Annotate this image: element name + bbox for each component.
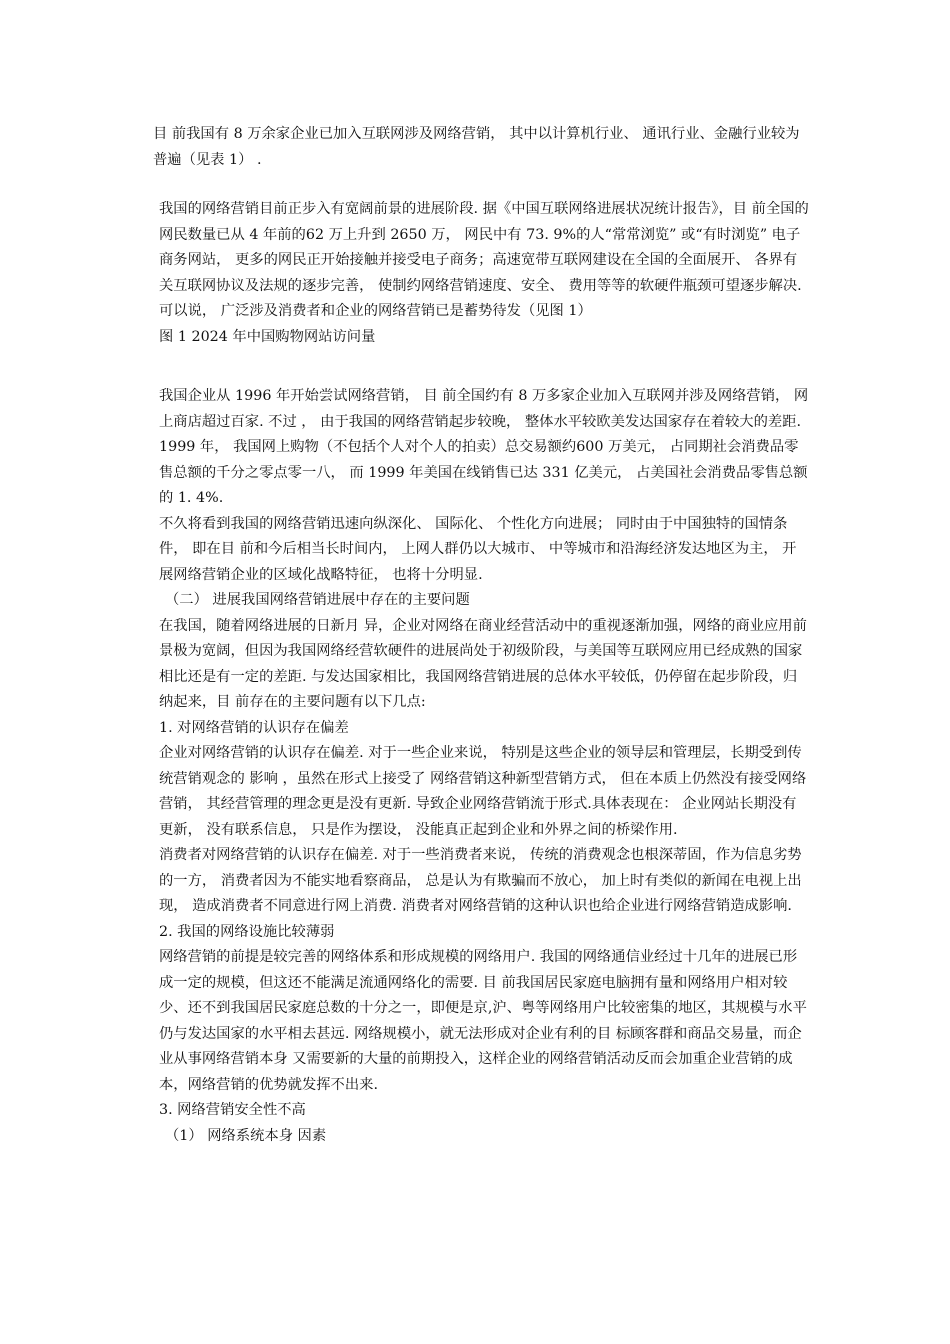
subheading-awareness: 1. 对网络营销的认识存在偏差 xyxy=(159,719,349,736)
figure-caption: 图 1 2024 年中国购物网站访问量 xyxy=(159,328,376,345)
subheading-system-factors: （1） 网络系统本身 因素 xyxy=(165,1127,327,1144)
paragraph-infrastructure: 网络营销的前提是较完善的网络体系和形成规模的网络用户. 我国的网络通信业经过十几年的进展已形成一定的规模，但这还不能满足流通网络化的需要. 目 前我国居民家庭电脑拥有量和网络用户相对较少、还不到我国居民家庭总数的十分之一，即便是京,沪、粤等网络用户比较密集的地区，其规模与水平仍与发达国家的水平相去甚远. 网络规模小，就无法形成对企业有利的目 标顾客群和商品交易量，而企业从事网络营销本身 又需要新的大量的前期投入，这样企业的网络营销活动反而会加重企业营销的成本，网络营销的优势就发挥不出来. xyxy=(159,949,807,1093)
paragraph-history: 我国企业从 1996 年开始尝试网络营销， 目 前全国约有 8 万多家企业加入互联网并涉及网络营销， 网上商店超过百家. 不过 ， 由于我国的网络营销起步较晚， 整体水平较欧美发达国家存在着较大的差距. 1999 年， 我国网上购物（不包括个人对个人的拍卖）总交易额约600 万美元， 占同期社会消费品零售总额的千分之零点零一八， 而 1999 年美国在线销售已达 331 亿美元， 占美国社会消费品零售总额的 1. 4%. xyxy=(159,388,809,506)
section-heading-problems: （二） 进展我国网络营销进展中存在的主要问题 xyxy=(165,592,470,608)
figure-placeholder xyxy=(145,350,810,384)
paragraph-problems-intro: 在我国，随着网络进展的日新月 异，企业对网络在商业经营活动中的重视逐渐加强，网络的商业应用前景极为宽阔，但因为我国网络经营软硬件的进展尚处于初级阶段，与美国等互联网应用已经成熟的国家相比还是有一定的差距. 与发达国家相比，我国网络营销进展的总体水平较低，仍停留在起步阶段，归纳起来，目 前存在的主要问题有以下几点: xyxy=(159,617,807,710)
paragraph-enterprise-awareness: 企业对网络营销的认识存在偏差. 对于一些企业来说， 特别是这些企业的领导层和管理层，长期受到传统营销观念的 影响 ，虽然在形式上接受了 网络营销这种新型营销方式， 但在本质上仍然没有接受网络营销， 其经营管理的理念更是没有更新. 导致企业网络营销流于形式.具体表现在： 企业网站长期没有更新， 没有联系信息， 只是作为摆设， 没能真正起到企业和外界之间的桥梁作用. xyxy=(159,745,807,838)
subheading-infrastructure: 2. 我国的网络设施比较薄弱 xyxy=(159,923,335,940)
document-body xyxy=(145,122,810,1149)
paragraph-intro: 目 前我国有 8 万余家企业已加入互联网涉及网络营销， 其中以计算机行业、 通讯行业、金融行业较为普遍（见表 1） . xyxy=(153,126,800,168)
paragraph-consumer-awareness: 消费者对网络营销的认识存在偏差. 对于一些消费者来说， 传统的消费观念也根深蒂固，作为信息劣势的一方， 消费者因为不能实地看察商品， 总是认为有欺骗而不放心， 加上时有类似的新闻在电视上出现， 造成消费者不同意进行网上消费. 消费者对网络营销的这种认识也给企业进行网络营销造成影响. xyxy=(159,847,802,914)
subheading-security: 3. 网络营销安全性不高 xyxy=(159,1102,306,1118)
paragraph-outlook: 不久将看到我国的网络营销迅速向纵深化、 国际化、 个性化方向进展； 同时由于中国独特的国情条件， 即在目 前和今后相当长时间内， 上网人群仍以大城市、 中等城市和沿海经济发达地区为主， 开展网络营销企业的区域化战略特征， 也将十分明显. xyxy=(159,515,797,583)
paragraph-prospects: 我国的网络营销目前正步入有宽阔前景的进展阶段. 据《中国互联网络进展状况统计报告》，目 前全国的网民数量已从 4 年前的62 万上升到 2650 万， 网民中有 73. 9%的人“常常浏览” 或“有时浏览” 电子商务网站， 更多的网民正开始接触并接受电子商务；高速宽带互联网建设在全国的全面展开、 各界有关互联网协议及法规的逐步完善， 使制约网络营销速度、安全、 费用等等的软硬件瓶颈可望逐步解决. 可以说， 广泛涉及消费者和企业的网络营销已是蓄势待发（见图 1） xyxy=(159,201,809,319)
spacer xyxy=(145,173,810,197)
